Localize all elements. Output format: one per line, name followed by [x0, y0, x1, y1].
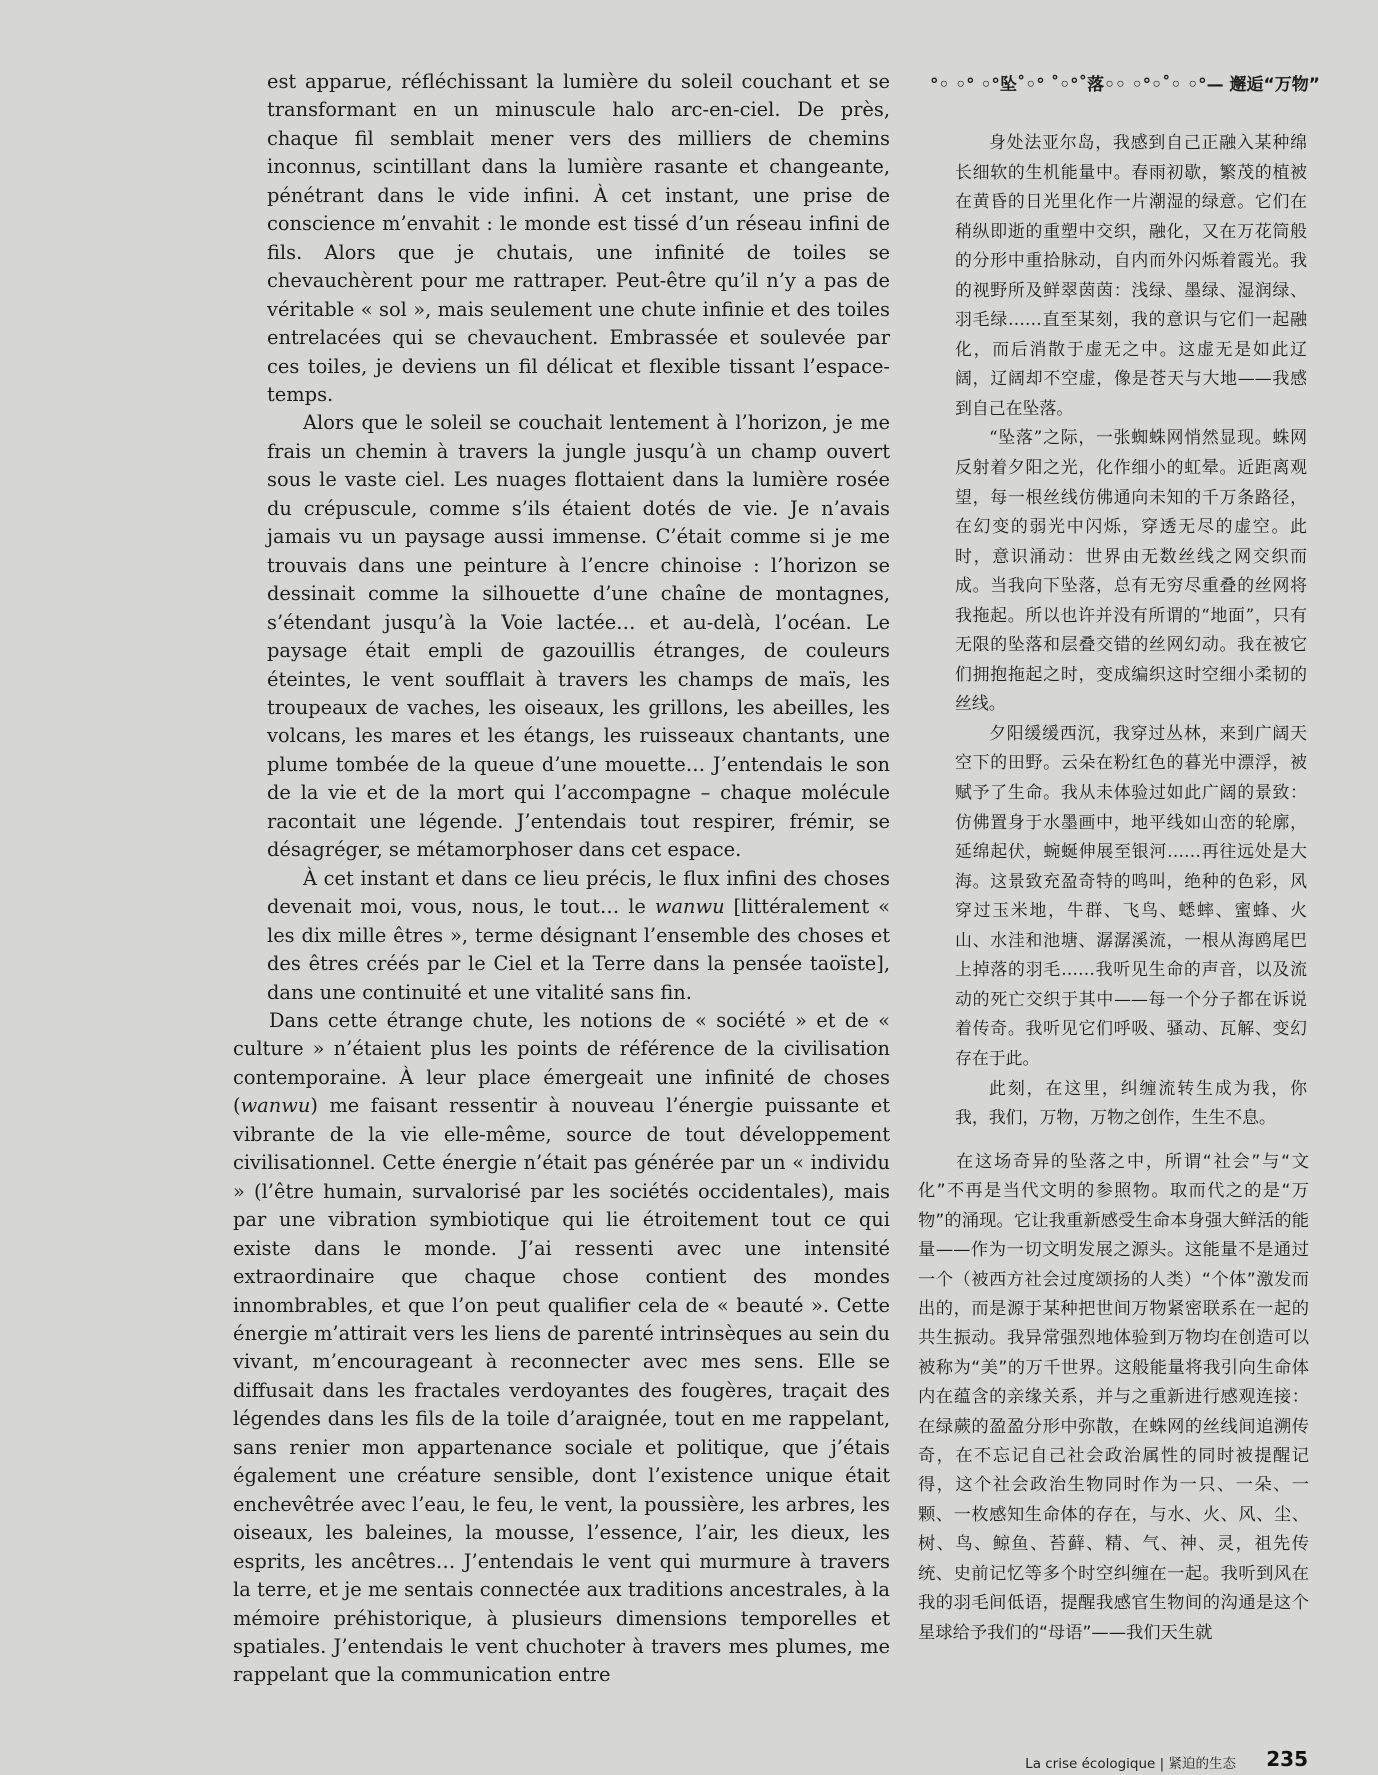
- paragraph-text: Dans cette étrange chute, les notions de « société » et de « culture » n’étaient plus les points de référence de la civilisation contemporaine. À leur place émergeait une infinité de choses (: [233, 1009, 890, 1118]
- chinese-paragraph-4: 此刻，在这里，纠缠流转生成为我，你我，我们，万物，万物之创作，生生不息。: [955, 1077, 1307, 1128]
- french-paragraph-4: [233, 1007, 890, 1690]
- french-paragraph-2: Alors que le soleil se couchait lentement à l’horizon, je me frais un chemin à travers la jungle jusqu’à un champ ouvert sous le vaste ciel. Les nuages flottaient dans la lumière rosée du crépuscule, comme s’ils étaient dotés de vie. Je n’avais jamais vu un paysage aussi immense. C’était comme si je me trouvais dans une peinture à l’encre chinoise : l’horizon se dessinait comme la silhouette d’une chaîne de montagnes, s’étendant jusqu’à la Voie lactée… et au-delà, l’océan. Le paysage était empli de gazouillis étranges, de couleurs éteintes, le vent soufflait à travers les champs de maïs, les troupeaux de vaches, les oiseaux, les grillons, les abeilles, les volcans, les mares et les étangs, les ruisseaux chantants, une plume tombée de la queue d’une mouette… J’entendais le son de la vie et de la mort qui l’accompagne – chaque molécule racontait une légende. J’entendais tout respirer, frémir, se désagréger, se métamorphoser dans cet espace.: [267, 411, 890, 862]
- section-heading: °◦ ◦° ◦°坠˚◦° ˚◦°˚落◦◦ ◦°◦˚◦ ◦°— 邂逅“万物”: [930, 75, 1320, 95]
- french-paragraph-3: [267, 865, 890, 1007]
- chinese-paragraph-1: 身处法亚尔岛，我感到自己正融入某种绵长细软的生机能量中。春雨初歇，繁茂的植被在黄昏的日光里化作一片潮湿的绿意。它们在稍纵即逝的重塑中交织，融化，又在万花筒般的分形中重拾脉动，自内而外闪烁着霞光。我的视野所及鲜翠茵茵：浅绿、墨绿、湿润绿、羽毛绿……直至某刻，我的意识与它们一起融化，而后消散于虚无之中。这虚无是如此辽阔，辽阔却不空虚，像是苍天与大地——我感到自己在坠落。: [955, 132, 1307, 418]
- chinese-paragraph-5: 在这场奇异的坠落之中，所谓“社会”与“文化”不再是当代文明的参照物。取而代之的是“万物”的涌现。它让我重新感受生命本身强大鲜活的能量——作为一切文明发展之源头。这能量不是通过一个（被西方社会过度颂扬的人类）“个体”激发而出的，而是源于某种把世间万物紧密联系在一起的共生振动。我异常强烈地体验到万物均在创造可以被称为“美”的万千世界。这般能量将我引向生命体内在蕴含的亲缘关系，并与之重新进行感观连接：在绿蕨的盈盈分形中弥散，在蛛网的丝线间追溯传奇，在不忘记自己社会政治属性的同时被提醒记得，这个社会政治生物同时作为一只、一朵、一颗、一枚感知生命体的存在，与水、火、风、尘、树、鸟、鲸鱼、苔藓、精、气、神、灵，祖先传统、史前记忆等多个时空纠缠在一起。我听到风在我的羽毛间低语，提醒我感官生物间的沟通是这个星球给予我们的“母语”——我们天生就: [918, 1152, 1309, 1643]
- page-footer: [980, 1747, 1308, 1775]
- italic-term-wanwu: wanwu: [240, 1094, 311, 1118]
- french-column-bottom: [233, 1007, 890, 1690]
- paragraph-text: ) me faisant ressentir à nouveau l’énergie puissante et vibrante de la vie elle-même, source de tout développement civilisationnel. Cette énergie n’était pas générée par un « individu » (l’être humain, survalorisé par les sociétés occidentales), mais par une vibration symbiotique qui lie étroitement tout ce qui existe dans le monde. J’ai ressenti avec une intensité extraordinaire que chaque chose contient des mondes innombrables, et que l’on peut qualifier cela de « beauté ». Cette énergie m’attirait vers les liens de parenté intrinsèques au sein du vivant, m’encourageant à reconnecter avec mes sens. Elle se diffusait dans les fractales verdoyantes des fougères, traçait des légendes dans les fils de la toile d’araignée, tout en me rappelant, sans renier mon appartenance sociale et politique, que j’étais également une créature sensible, dont l’existence unique était enchevêtrée avec l’eau, le feu, le vent, la poussière, les arbres, les oiseaux, les baleines, la mousse, l’essence, l’air, les dieux, les esprits, les ancêtres… J’entendais le vent qui murmure à travers la terre, et je me sentais connectée aux traditions ancestrales, à la mémoire préhistorique, à plusieurs dimensions temporelles et spatiales. J’entendais le vent chuchoter à travers mes plumes, me rappelant que la communication entre: [233, 1094, 890, 1687]
- running-footer-title: La crise écologique | 紧迫的生态: [1025, 1756, 1236, 1772]
- page-number: 235: [1266, 1747, 1308, 1771]
- chinese-column-bottom: [918, 1148, 1309, 1648]
- chinese-paragraph-3: 夕阳缓缓西沉，我穿过丛林，来到广阔天空下的田野。云朵在粉红色的暮光中漂浮，被赋予了生命。我从未体验过如此广阔的景致：仿佛置身于水墨画中，地平线如山峦的轮廓，延绵起伏，蜿蜒伸展至银河……再往远处是大海。这景致充盈奇特的鸣叫，绝种的色彩，风穿过玉米地，牛群、飞鸟、蟋蟀、蜜蜂、火山、水洼和池塘、潺潺溪流，一根从海鸥尾巴上掉落的羽毛……我听见生命的声音，以及流动的死亡交织于其中——每一个分子都在诉说着传奇。我听见它们呼吸、骚动、瓦解、变幻存在于此。: [955, 722, 1307, 1068]
- paragraph-text: À cet instant et dans ce lieu précis, le flux infini des choses devenait moi, vous, nous, le tout… le: [267, 866, 890, 919]
- italic-term-wanwu: wanwu: [654, 895, 725, 919]
- french-column-top: [267, 68, 890, 1007]
- chinese-column-top: [955, 128, 1307, 1133]
- chinese-paragraph-2: “坠落”之际，一张蜘蛛网悄然显现。蛛网反射着夕阳之光，化作细小的虹晕。近距离观望，每一根丝线仿佛通向未知的千万条路径，在幻变的弱光中闪烁，穿透无尽的虚空。此时，意识涌动：世界由无数丝线之网交织而成。当我向下坠落，总有无穷尽重叠的丝网将我拖起。所以也许并没有所谓的“地面”，只有无限的坠落和层叠交错的丝网幻动。我在被它们拥抱拖起之时，变成编织这时空细小柔韧的丝线。: [955, 427, 1307, 714]
- paragraph-text: [littéralement « les dix mille êtres », terme désignant l’ensemble des choses et des êtres créés par le Ciel et la Terre dans la pensée taoïste], dans une continuité et une vitalité sans fin.: [267, 895, 890, 1004]
- french-paragraph-1: est apparue, réfléchissant la lumière du soleil couchant et se transformant en un minuscule halo arc-en-ciel. De près, chaque fil semblait mener vers des milliers de chemins inconnus, scintillant dans la lumière rasante et changeante, pénétrant dans le vide infini. À cet instant, une prise de conscience m’envahit : le monde est tissé d’un réseau infini de fils. Alors que je chutais, une infinité de toiles se chevauchèrent pour me rattraper. Peut-être qu’il n’y a pas de véritable « sol », mais seulement une chute infinie et des toiles entrelacées qui se chevauchent. Embrassée et soulevée par ces toiles, je deviens un fil délicat et flexible tissant l’espace-temps.: [267, 70, 890, 406]
